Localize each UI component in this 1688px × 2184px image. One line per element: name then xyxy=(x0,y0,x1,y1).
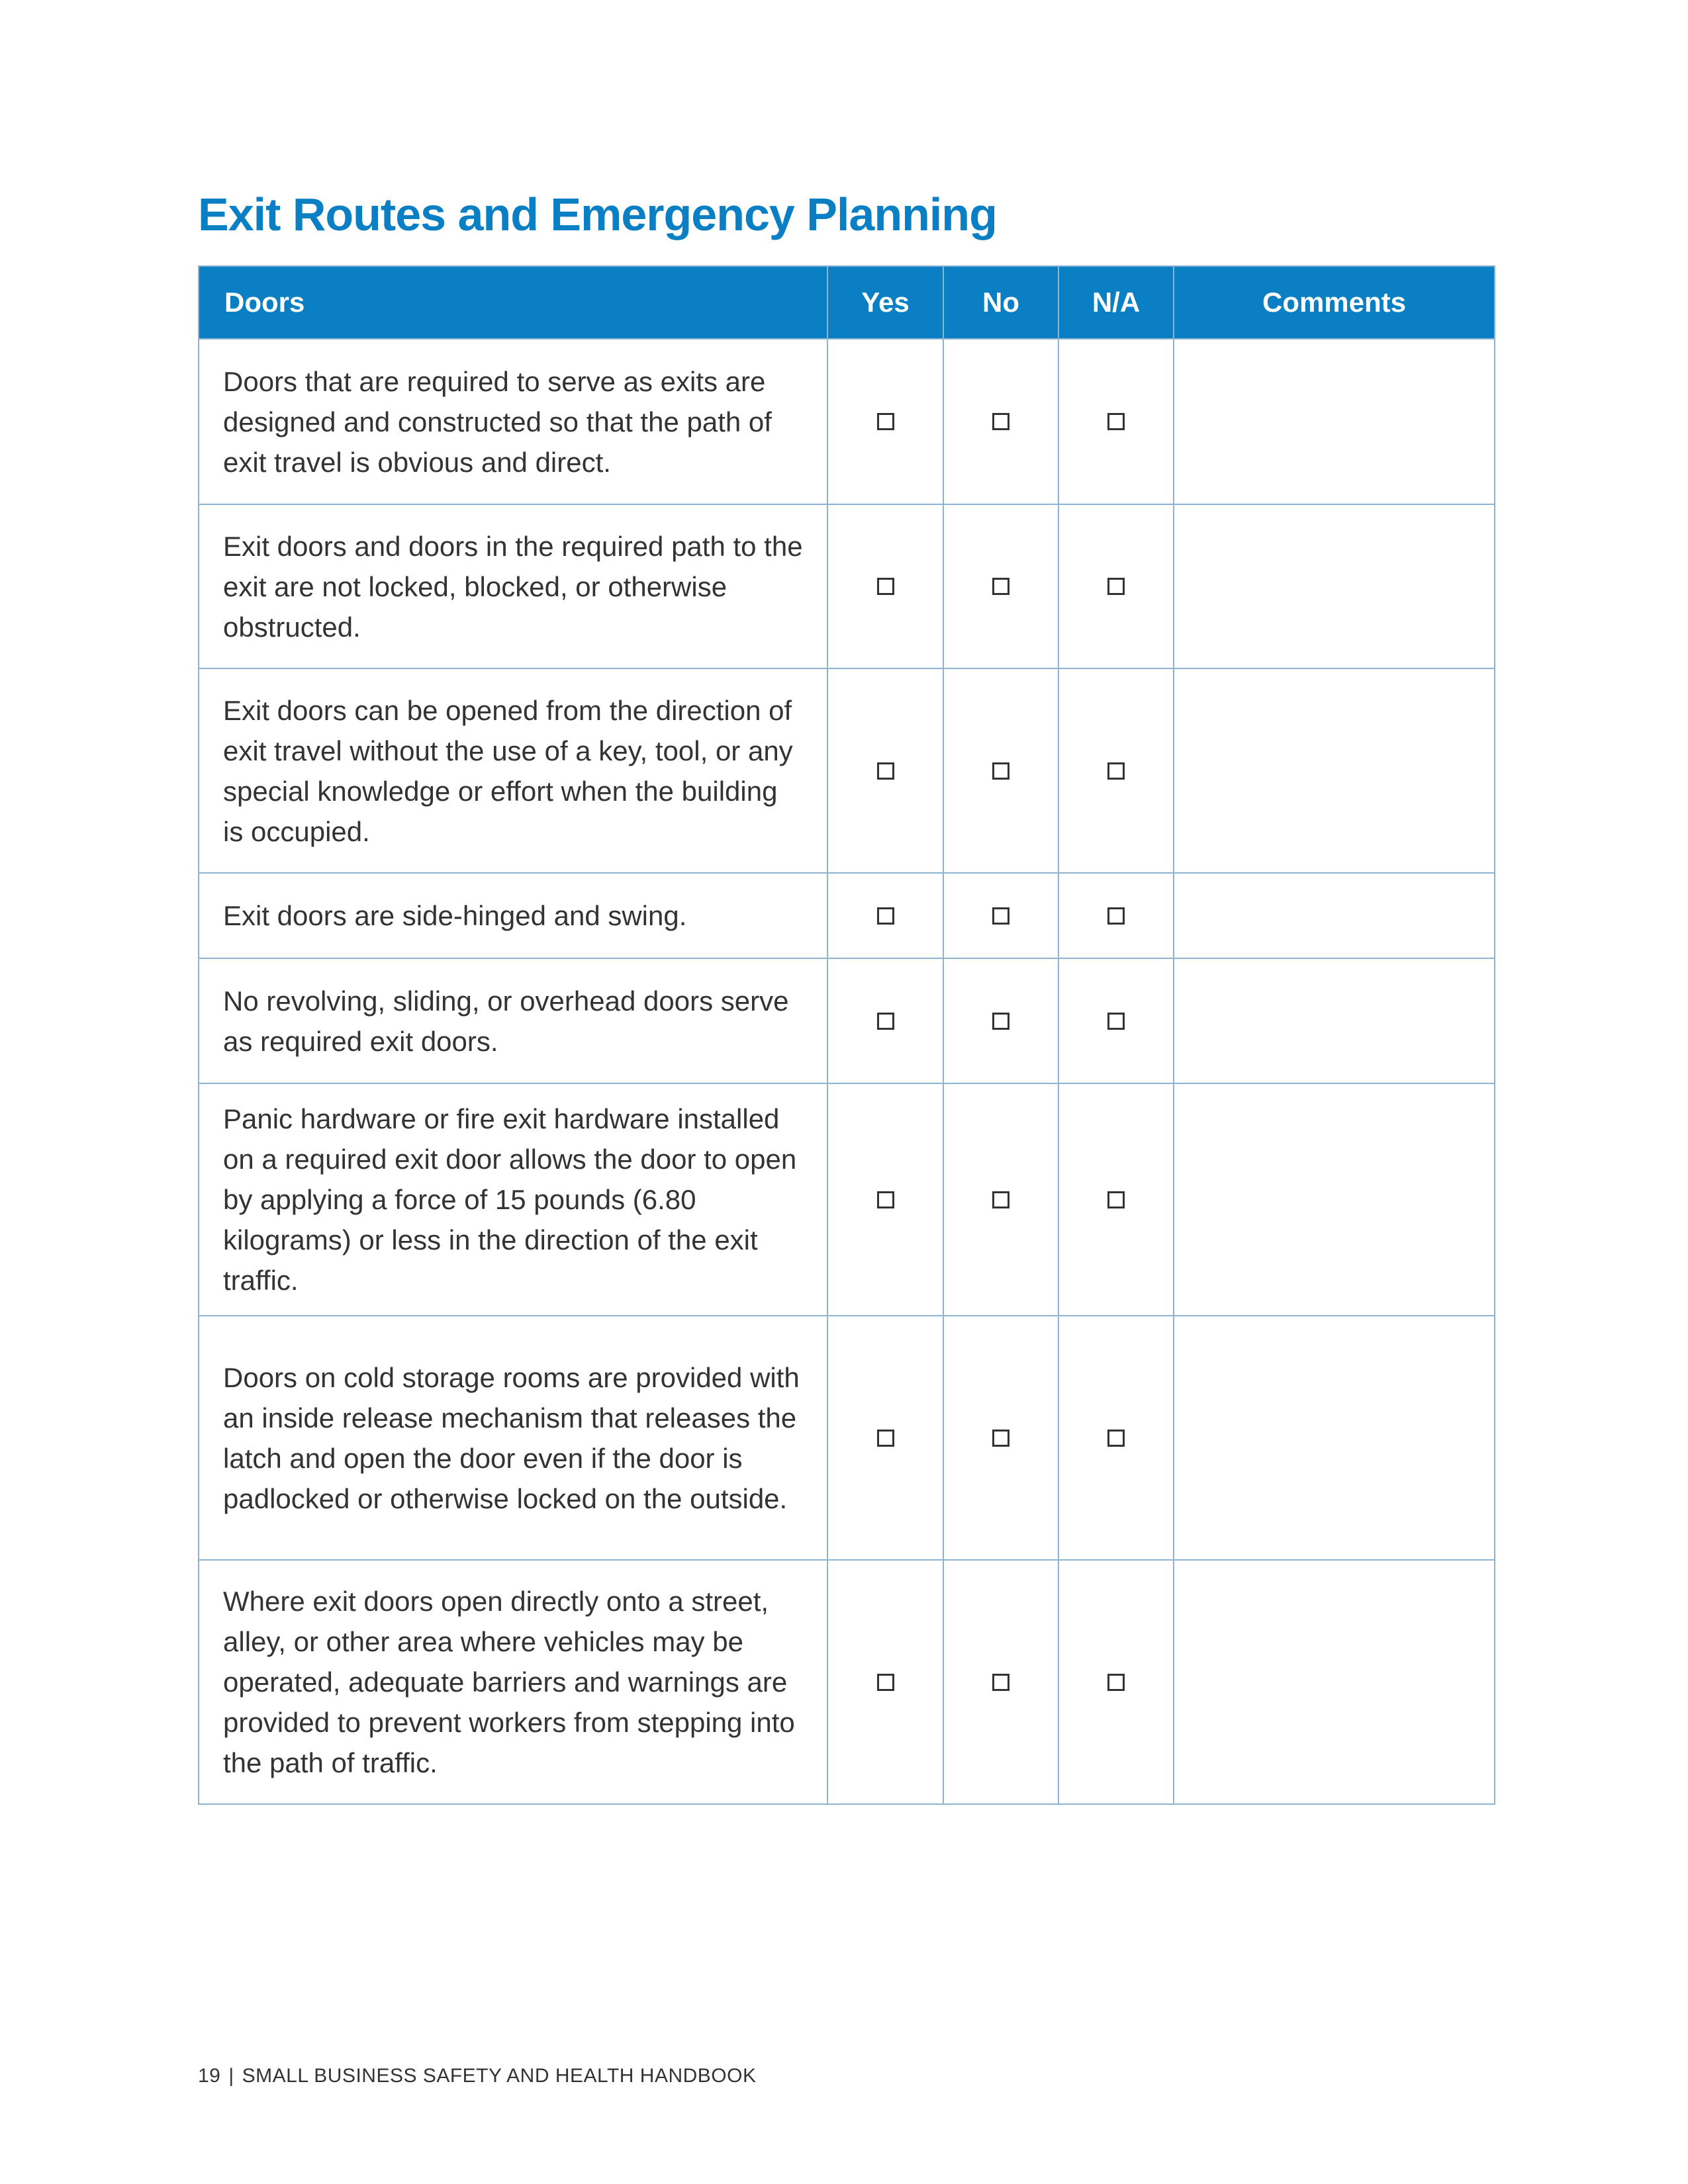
no-checkbox-icon[interactable] xyxy=(992,413,1009,430)
na-checkbox-icon[interactable] xyxy=(1107,1674,1125,1691)
comment-field[interactable] xyxy=(1174,1316,1495,1560)
na-checkbox-icon[interactable] xyxy=(1107,1013,1125,1030)
publication-title: SMALL BUSINESS SAFETY AND HEALTH HANDBOOK xyxy=(242,2065,757,2087)
no-checkbox-icon[interactable] xyxy=(992,907,1009,925)
no-checkbox-icon[interactable] xyxy=(992,1674,1009,1691)
yes-checkbox-icon[interactable] xyxy=(877,1191,894,1208)
table-row xyxy=(199,668,1495,873)
no-checkbox-icon[interactable] xyxy=(992,762,1009,780)
na-checkbox-icon[interactable] xyxy=(1107,1430,1125,1447)
yes-checkbox-icon[interactable] xyxy=(877,762,894,780)
na-cell xyxy=(1058,339,1174,504)
comment-field[interactable] xyxy=(1174,504,1495,668)
na-cell xyxy=(1058,873,1174,958)
yes-checkbox-icon[interactable] xyxy=(877,578,894,595)
no-cell xyxy=(943,504,1058,668)
yes-checkbox-icon[interactable] xyxy=(877,1430,894,1447)
item-text: Exit doors can be opened from the direction of exit travel without the use of a key, tool, or any special knowledge or effort when the building is occupied. xyxy=(199,668,827,873)
comment-field[interactable] xyxy=(1174,873,1495,958)
item-text: Exit doors and doors in the required path to the exit are not locked, blocked, or otherwise obstructed. xyxy=(199,504,827,668)
comment-field[interactable] xyxy=(1174,339,1495,504)
page-title: Exit Routes and Emergency Planning xyxy=(198,189,997,240)
yes-cell xyxy=(827,504,943,668)
yes-cell xyxy=(827,873,943,958)
page-footer xyxy=(198,2065,757,2087)
header-no: No xyxy=(943,266,1058,339)
table-row xyxy=(199,504,1495,668)
na-cell xyxy=(1058,1316,1174,1560)
na-cell xyxy=(1058,504,1174,668)
footer-separator: | xyxy=(228,2065,234,2087)
yes-cell xyxy=(827,1560,943,1804)
na-cell xyxy=(1058,668,1174,873)
item-text: Exit doors are side-hinged and swing. xyxy=(199,873,827,958)
header-doors: Doors xyxy=(199,266,827,339)
yes-cell xyxy=(827,1316,943,1560)
no-checkbox-icon[interactable] xyxy=(992,1430,1009,1447)
no-cell xyxy=(943,339,1058,504)
no-checkbox-icon[interactable] xyxy=(992,1013,1009,1030)
yes-cell xyxy=(827,339,943,504)
no-checkbox-icon[interactable] xyxy=(992,578,1009,595)
table-body xyxy=(199,339,1495,1804)
table-row xyxy=(199,1560,1495,1804)
na-checkbox-icon[interactable] xyxy=(1107,413,1125,430)
item-text: No revolving, sliding, or overhead doors serve as required exit doors. xyxy=(199,958,827,1083)
table-row xyxy=(199,1316,1495,1560)
yes-checkbox-icon[interactable] xyxy=(877,907,894,925)
table-row xyxy=(199,873,1495,958)
yes-cell xyxy=(827,958,943,1083)
na-cell xyxy=(1058,1083,1174,1316)
comment-field[interactable] xyxy=(1174,1560,1495,1804)
doors-checklist-table xyxy=(198,265,1495,1805)
yes-checkbox-icon[interactable] xyxy=(877,413,894,430)
na-checkbox-icon[interactable] xyxy=(1107,907,1125,925)
page-number: 19 xyxy=(198,2065,221,2087)
item-text: Doors that are required to serve as exits are designed and constructed so that the path of exit travel is obvious and direct. xyxy=(199,339,827,504)
table-header xyxy=(199,266,1495,339)
yes-cell xyxy=(827,668,943,873)
header-na: N/A xyxy=(1058,266,1174,339)
table-row xyxy=(199,339,1495,504)
item-text: Panic hardware or fire exit hardware installed on a required exit door allows the door to open by applying a force of 15 pounds (6.80 kilograms) or less in the direction of the exit traffic. xyxy=(199,1083,827,1316)
no-checkbox-icon[interactable] xyxy=(992,1191,1009,1208)
item-text: Doors on cold storage rooms are provided with an inside release mechanism that releases the latch and open the door even if the door is padlocked or otherwise locked on the outside. xyxy=(199,1316,827,1560)
na-checkbox-icon[interactable] xyxy=(1107,1191,1125,1208)
no-cell xyxy=(943,958,1058,1083)
no-cell xyxy=(943,668,1058,873)
no-cell xyxy=(943,1560,1058,1804)
yes-cell xyxy=(827,1083,943,1316)
na-checkbox-icon[interactable] xyxy=(1107,762,1125,780)
table-row xyxy=(199,958,1495,1083)
na-cell xyxy=(1058,1560,1174,1804)
na-cell xyxy=(1058,958,1174,1083)
no-cell xyxy=(943,873,1058,958)
no-cell xyxy=(943,1316,1058,1560)
header-comments: Comments xyxy=(1174,266,1495,339)
yes-checkbox-icon[interactable] xyxy=(877,1013,894,1030)
item-text: Where exit doors open directly onto a street, alley, or other area where vehicles may be operated, adequate barriers and warnings are provided to prevent workers from stepping into the path of traffic. xyxy=(199,1560,827,1804)
header-yes: Yes xyxy=(827,266,943,339)
comment-field[interactable] xyxy=(1174,668,1495,873)
header-row xyxy=(199,266,1495,339)
comment-field[interactable] xyxy=(1174,1083,1495,1316)
na-checkbox-icon[interactable] xyxy=(1107,578,1125,595)
table-row xyxy=(199,1083,1495,1316)
yes-checkbox-icon[interactable] xyxy=(877,1674,894,1691)
comment-field[interactable] xyxy=(1174,958,1495,1083)
no-cell xyxy=(943,1083,1058,1316)
